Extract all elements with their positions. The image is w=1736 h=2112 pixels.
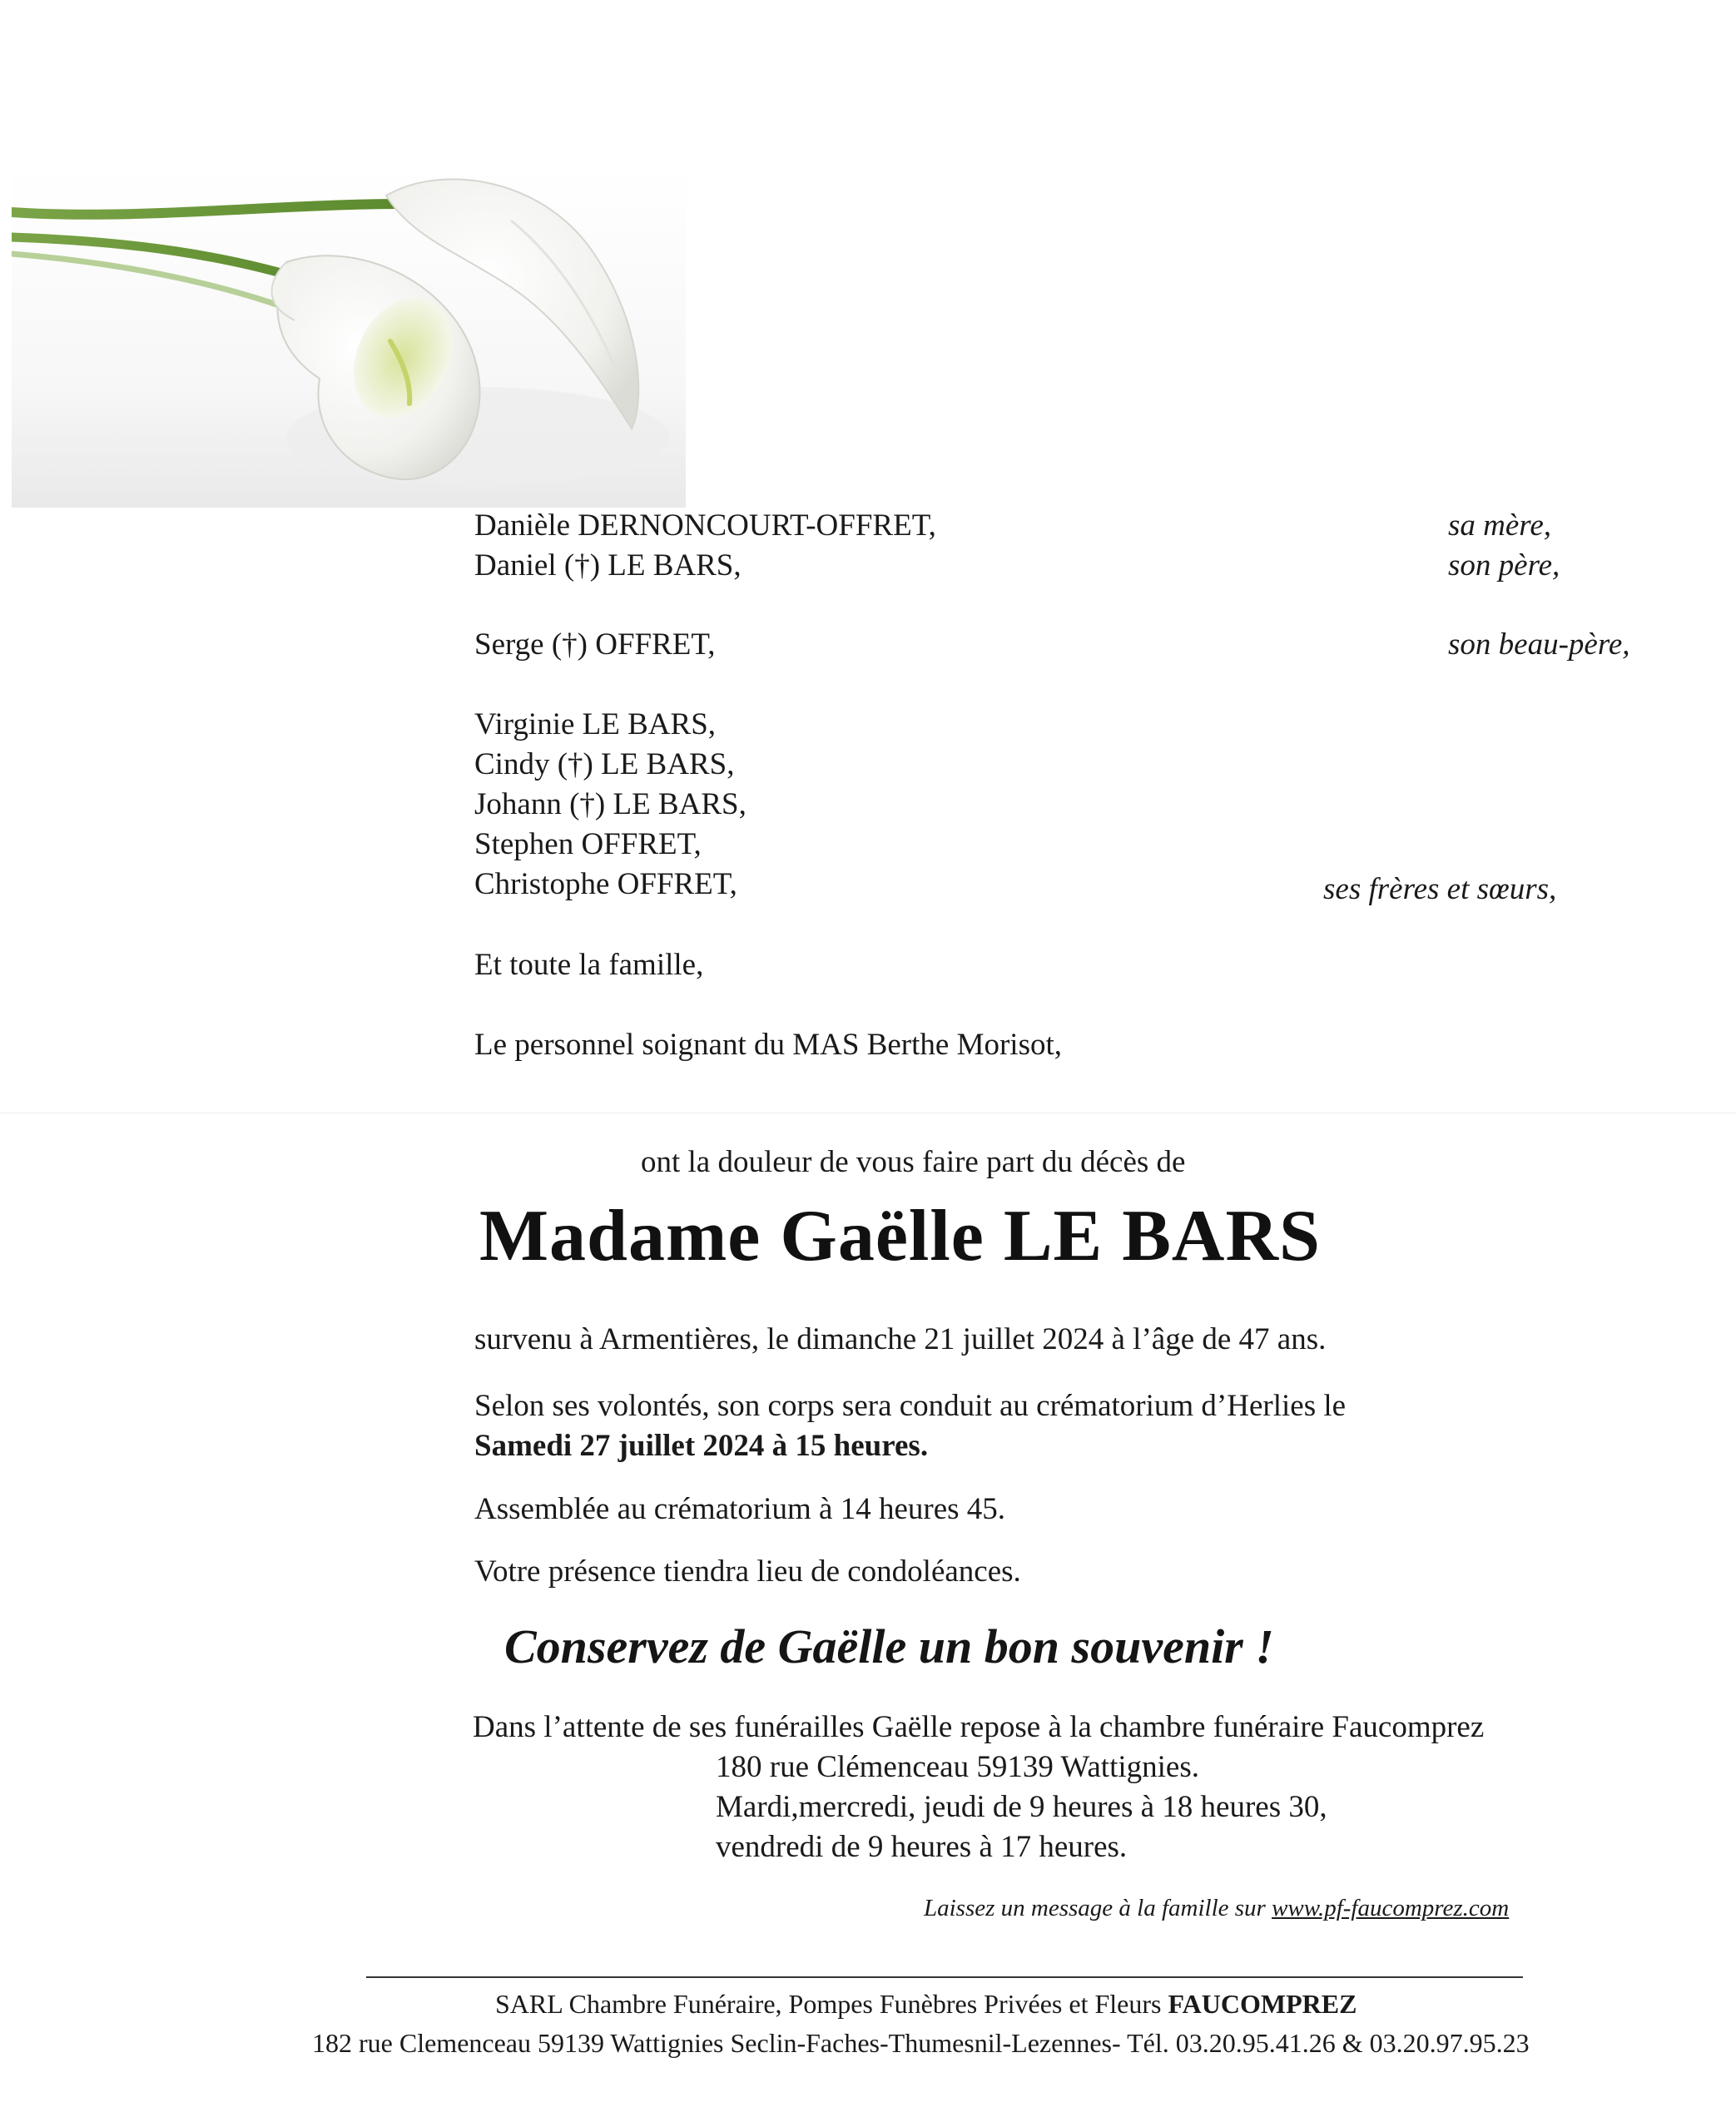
family-relation-siblings: ses frères et sœurs,: [1323, 872, 1557, 906]
ceremony-date: Samedi 27 juillet 2024 à 15 heures.: [474, 1429, 929, 1463]
death-info: survenu à Armentières, le dimanche 21 juillet 2024 à l’âge de 47 ans.: [474, 1322, 1327, 1356]
footer-brand: FAUCOMPREZ: [1168, 1989, 1357, 2019]
extra-family: Et toute la famille,: [474, 948, 704, 982]
staff-line: Le personnel soignant du MAS Berthe Morisot,: [474, 1028, 1062, 1062]
condolences-line: Votre présence tiendra lieu de condoléances.: [474, 1554, 1021, 1589]
footer-address: 182 rue Clemenceau 59139 Wattignies Seclin-Faches-Thumesnil-Lezennes- Tél. 03.20.95.41.26 & 03.20.97.95.23: [312, 2028, 1530, 2058]
family-name-6: Johann (†) LE BARS,: [474, 787, 746, 821]
assembly-line: Assemblée au crématorium à 14 heures 45.: [474, 1492, 1006, 1526]
family-name-4: Virginie LE BARS,: [474, 707, 717, 741]
family-name-5: Cindy (†) LE BARS,: [474, 747, 735, 781]
footer-company-text: SARL Chambre Funéraire, Pompes Funèbres Privées et Fleurs: [495, 1989, 1162, 2019]
family-name-3: Serge (†) OFFRET,: [474, 627, 716, 662]
ceremony-line: Selon ses volontés, son corps sera conduit au crématorium d’Herlies le: [474, 1389, 1347, 1423]
footer-company: [495, 1989, 1357, 2020]
family-relation-2: son père,: [1448, 548, 1560, 583]
announcement-intro: ont la douleur de vous faire part du décès de: [641, 1145, 1186, 1179]
footer-divider: [366, 1976, 1523, 1978]
family-name-1: Danièle DERNONCOURT-OFFRET,: [474, 508, 936, 543]
calla-lily-illustration: [12, 162, 686, 508]
funeral-home-address: 180 rue Clémenceau 59139 Wattignies.: [716, 1750, 1199, 1784]
funeral-home-hours-1: Mardi,mercredi, jeudi de 9 heures à 18 heures 30,: [716, 1790, 1327, 1824]
funeral-home-hours-2: vendredi de 9 heures à 17 heures.: [716, 1830, 1128, 1864]
family-name-2: Daniel (†) LE BARS,: [474, 548, 742, 583]
message-line: [924, 1895, 1509, 1922]
message-text: Laissez un message à la famille sur: [924, 1895, 1266, 1921]
website-link[interactable]: www.pf-faucomprez.com: [1272, 1895, 1510, 1921]
family-relation-1: sa mère,: [1448, 508, 1551, 543]
family-relation-3: son beau-père,: [1448, 627, 1630, 662]
motto: Conservez de Gaëlle un bon souvenir !: [504, 1619, 1274, 1673]
funeral-home-line: Dans l’attente de ses funérailles Gaëlle repose à la chambre funéraire Faucomprez: [473, 1710, 1485, 1744]
family-name-7: Stephen OFFRET,: [474, 827, 702, 861]
ceremony-date-wrap: [474, 1426, 928, 1466]
deceased-name: Madame Gaëlle LE BARS: [479, 1196, 1321, 1277]
family-name-8: Christophe OFFRET,: [474, 867, 737, 901]
